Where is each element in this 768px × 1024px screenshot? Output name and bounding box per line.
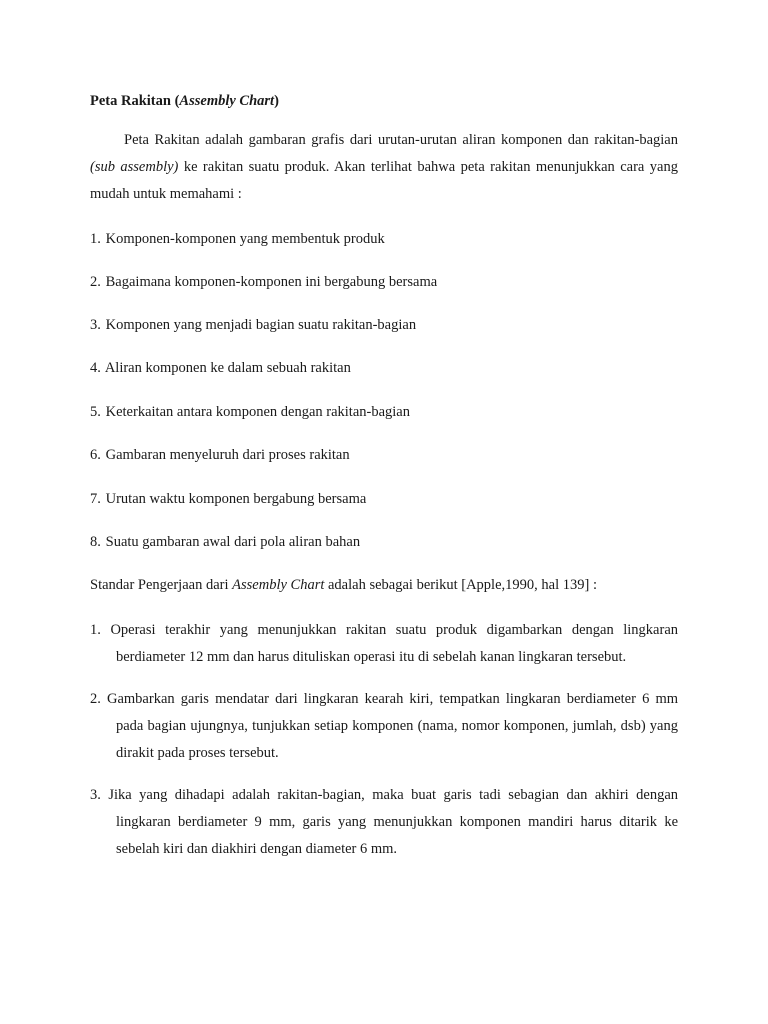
standard-text-1: Standar Pengerjaan dari bbox=[90, 577, 233, 593]
rule-number: 1. bbox=[90, 622, 101, 638]
list-number: 3. bbox=[90, 317, 101, 333]
rule-item bbox=[90, 782, 678, 863]
list-text: Keterkaitan antara komponen dengan rakitan-bagian bbox=[105, 404, 410, 420]
rule-text: Jika yang dihadapi adalah rakitan-bagian, maka buat garis tadi sebagian dan akhiri dengan lingkaran berdiameter 9 mm, garis yang menunjukkan komponen mandiri harus ditarik ke sebelah kiri dan diakhiri dengan diameter 6 mm. bbox=[108, 787, 678, 857]
list-number: 2. bbox=[90, 274, 101, 290]
section-title bbox=[90, 88, 279, 114]
list-number: 7. bbox=[90, 491, 101, 507]
list-number: 4. bbox=[90, 360, 101, 376]
rule-text: Operasi terakhir yang menunjukkan rakitan suatu produk digambarkan dengan lingkaran berdiameter 12 mm dan harus dituliskan operasi itu di sebelah kanan lingkaran tersebut. bbox=[110, 622, 679, 665]
list-number: 1. bbox=[90, 231, 101, 247]
list-number: 5. bbox=[90, 404, 101, 420]
intro-italic: (sub assembly) bbox=[90, 159, 179, 175]
list-item bbox=[90, 269, 678, 295]
list-text: Komponen yang menjadi bagian suatu rakitan-bagian bbox=[105, 317, 417, 333]
list-text: Aliran komponen ke dalam sebuah rakitan bbox=[104, 360, 351, 376]
list-item bbox=[90, 399, 678, 425]
list-text: Komponen-komponen yang membentuk produk bbox=[105, 231, 385, 247]
list-item bbox=[90, 226, 678, 252]
list-number: 8. bbox=[90, 534, 101, 550]
list-item bbox=[90, 442, 678, 468]
list-text: Suatu gambaran awal dari pola aliran bahan bbox=[105, 534, 361, 550]
title-suffix: ) bbox=[274, 93, 279, 109]
list-text: Gambaran menyeluruh dari proses rakitan bbox=[105, 447, 350, 463]
list-item bbox=[90, 529, 678, 555]
intro-text-2: ke rakitan suatu produk. Akan terlihat bahwa peta rakitan menunjukkan cara yang mudah untuk memahami : bbox=[90, 159, 678, 202]
standard-text-2: adalah sebagai berikut [Apple,1990, hal 139] : bbox=[324, 577, 597, 593]
rule-item bbox=[90, 686, 678, 767]
list-item bbox=[90, 355, 678, 381]
rule-number: 2. bbox=[90, 691, 101, 707]
standard-intro bbox=[90, 572, 678, 598]
intro-paragraph bbox=[90, 127, 678, 208]
title-prefix: Peta Rakitan ( bbox=[90, 93, 180, 109]
standard-italic: Assembly Chart bbox=[232, 577, 325, 593]
list-number: 6. bbox=[90, 447, 101, 463]
intro-text-1: Peta Rakitan adalah gambaran grafis dari urutan-urutan aliran komponen dan rakitan-bagian bbox=[124, 132, 678, 148]
rule-number: 3. bbox=[90, 787, 101, 803]
list-item bbox=[90, 312, 678, 338]
rule-item bbox=[90, 617, 678, 671]
list-item bbox=[90, 486, 678, 512]
list-text: Urutan waktu komponen bergabung bersama bbox=[105, 491, 367, 507]
rule-text: Gambarkan garis mendatar dari lingkaran kearah kiri, tempatkan lingkaran berdiameter 6 mm pada bagian ujungnya, tunjukkan setiap komponen (nama, nomor komponen, jumlah, dsb) yang dirakit pada proses tersebut. bbox=[107, 691, 679, 761]
title-italic: Assembly Chart bbox=[179, 93, 275, 109]
list-text: Bagaimana komponen-komponen ini bergabung bersama bbox=[105, 274, 438, 290]
